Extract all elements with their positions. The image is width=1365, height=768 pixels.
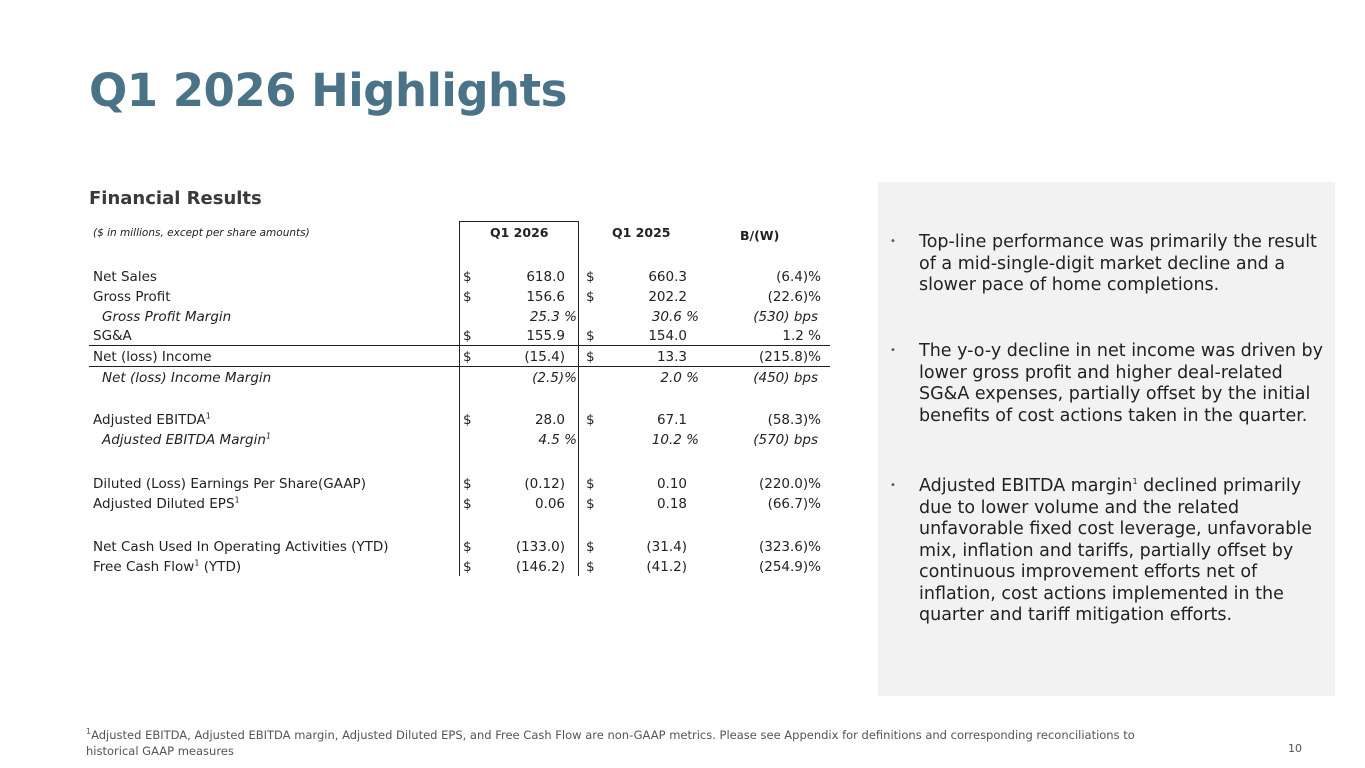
currency-symbol: $ [463, 349, 472, 365]
q1-2026-value: (133.0) [515, 539, 565, 555]
better-worse-value: (66.7)% [767, 496, 821, 512]
row-label: SG&A [93, 328, 132, 344]
page-number: 10 [1288, 742, 1302, 755]
q1-2026-value: 156.6 [526, 289, 565, 305]
footnote-marker: 1 [86, 727, 92, 737]
better-worse-value: (254.9)% [758, 559, 821, 575]
q1-2025-value: 30.6 % [651, 309, 699, 325]
q1-2026-value: (0.12) [524, 476, 565, 492]
currency-symbol: $ [586, 496, 595, 512]
table-row [0, 309, 830, 329]
currency-symbol: $ [463, 559, 472, 575]
q1-2025-value: 67.1 [656, 412, 687, 428]
q1-2026-value: (146.2) [515, 559, 565, 575]
q1-2026-value: 0.06 [534, 496, 565, 512]
table-row [0, 476, 830, 496]
currency-symbol: $ [586, 328, 595, 344]
currency-symbol: $ [586, 269, 595, 285]
row-label [102, 432, 271, 448]
better-worse-value: (450) bps [753, 370, 818, 386]
q1-2025-value: 2.0 % [660, 370, 699, 386]
row-label: Net Sales [93, 269, 157, 285]
currency-symbol: $ [586, 412, 595, 428]
row-label-text: Adjusted EBITDA [93, 412, 206, 428]
better-worse-value: (570) bps [753, 432, 818, 448]
q1-2025-value: 0.18 [656, 496, 687, 512]
row-label: Gross Profit Margin [102, 309, 232, 325]
footnote-text: Adjusted EBITDA, Adjusted EBITDA margin, Adjusted Diluted EPS, and Free Cash Flow are non-GAAP metrics. Please see Appendix for definitions and corresponding reconciliations to historical GAAP measures [86, 728, 1135, 758]
currency-symbol: $ [586, 289, 595, 305]
better-worse-value: (530) bps [753, 309, 818, 325]
currency-symbol: $ [463, 496, 472, 512]
commentary-panel [878, 182, 1335, 696]
units-note: ($ in millions, except per share amounts) [93, 227, 310, 239]
q1-2025-value: 13.3 [656, 349, 687, 365]
bullet-text: The y-o-y decline in net income was driven by lower gross profit and higher deal-related SG&A expenses, partially offset by the initial benefits of cost actions taken in the quarter. [919, 341, 1323, 426]
q1-2025-value: 10.2 % [651, 432, 699, 448]
better-worse-value: (323.6)% [758, 539, 821, 555]
table-row [0, 496, 830, 516]
q1-2025-value: 660.3 [648, 269, 687, 285]
footnote-marker: 1 [265, 431, 271, 441]
row-label: Net Cash Used In Operating Activities (YTD) [93, 539, 389, 555]
row-label-text: Adjusted EBITDA Margin [102, 432, 266, 448]
footnote-marker: 1 [205, 411, 211, 421]
row-label [93, 496, 240, 512]
q1-2026-value: 4.5 % [538, 432, 577, 448]
q1-2026-value: (15.4) [524, 349, 565, 365]
bullet-icon: • [890, 480, 896, 491]
better-worse-value: (220.0)% [758, 476, 821, 492]
better-worse-value: 1.2 % [782, 328, 821, 344]
currency-symbol: $ [586, 539, 595, 555]
row-label: Net (loss) Income [93, 349, 212, 365]
bullet-text: Top-line performance was primarily the result of a mid-single-digit market decline and a slower pace of home completions. [919, 232, 1317, 295]
better-worse-value: (22.6)% [767, 289, 821, 305]
better-worse-value: (58.3)% [767, 412, 821, 428]
footnote-marker: 1 [1132, 477, 1138, 487]
section-heading: Financial Results [89, 188, 262, 209]
currency-symbol: $ [463, 328, 472, 344]
better-worse-value: (215.8)% [758, 349, 821, 365]
bullet-text-end: declined primarily due to lower volume and the related unfavorable fixed cost leverage, unfavorable mix, inflation and tariffs, partially offset by continuous improvement efforts net of inflation, cost actions implemented in the quarter and tariff mitigation efforts. [919, 476, 1312, 625]
column-header-better-worse: B/(W) [740, 228, 780, 243]
table-row [0, 370, 830, 390]
row-label [93, 559, 241, 575]
table-row [0, 559, 830, 579]
q1-2025-value: 154.0 [648, 328, 687, 344]
q1-2026-value: 28.0 [534, 412, 565, 428]
q1-2026-value: 155.9 [526, 328, 565, 344]
table-row [0, 289, 830, 309]
column-header-q1-2026: Q1 2026 [490, 225, 549, 240]
table-row [0, 349, 830, 369]
q1-2026-value: 618.0 [526, 269, 565, 285]
bullet-text-start: Adjusted EBITDA margin [919, 476, 1133, 496]
currency-symbol: $ [463, 476, 472, 492]
table-row [0, 269, 830, 289]
row-label-suffix: (YTD) [199, 559, 242, 575]
q1-2026-value: (2.5)% [532, 370, 577, 386]
page-title: Q1 2026 Highlights [89, 64, 567, 117]
row-label: Net (loss) Income Margin [102, 370, 272, 386]
currency-symbol: $ [463, 269, 472, 285]
row-label [93, 412, 211, 428]
currency-symbol: $ [586, 559, 595, 575]
currency-symbol: $ [586, 349, 595, 365]
currency-symbol: $ [463, 539, 472, 555]
table-row [0, 328, 830, 348]
q1-2025-value: 0.10 [656, 476, 687, 492]
better-worse-value: (6.4)% [776, 269, 821, 285]
q1-2026-value: 25.3 % [529, 309, 577, 325]
footnote [86, 727, 1186, 759]
table-row [0, 432, 830, 452]
q1-2025-value: (31.4) [646, 539, 687, 555]
row-label-text: Adjusted Diluted EPS [93, 496, 235, 512]
bullet-icon: • [890, 236, 896, 247]
footnote-marker: 1 [234, 495, 240, 505]
bullet-icon: • [890, 345, 896, 356]
footnote-marker: 1 [194, 558, 200, 568]
currency-symbol: $ [586, 476, 595, 492]
currency-symbol: $ [463, 289, 472, 305]
bullet-text [919, 476, 1331, 627]
q1-2025-value: (41.2) [646, 559, 687, 575]
row-label-text: Free Cash Flow [93, 559, 195, 575]
q1-2026-column-top-border [459, 221, 579, 222]
table-row [0, 539, 830, 559]
q1-2025-value: 202.2 [648, 289, 687, 305]
column-header-q1-2025: Q1 2025 [612, 225, 671, 240]
table-row [0, 412, 830, 432]
currency-symbol: $ [463, 412, 472, 428]
row-label: Diluted (Loss) Earnings Per Share(GAAP) [93, 476, 366, 492]
row-label: Gross Profit [93, 289, 171, 305]
